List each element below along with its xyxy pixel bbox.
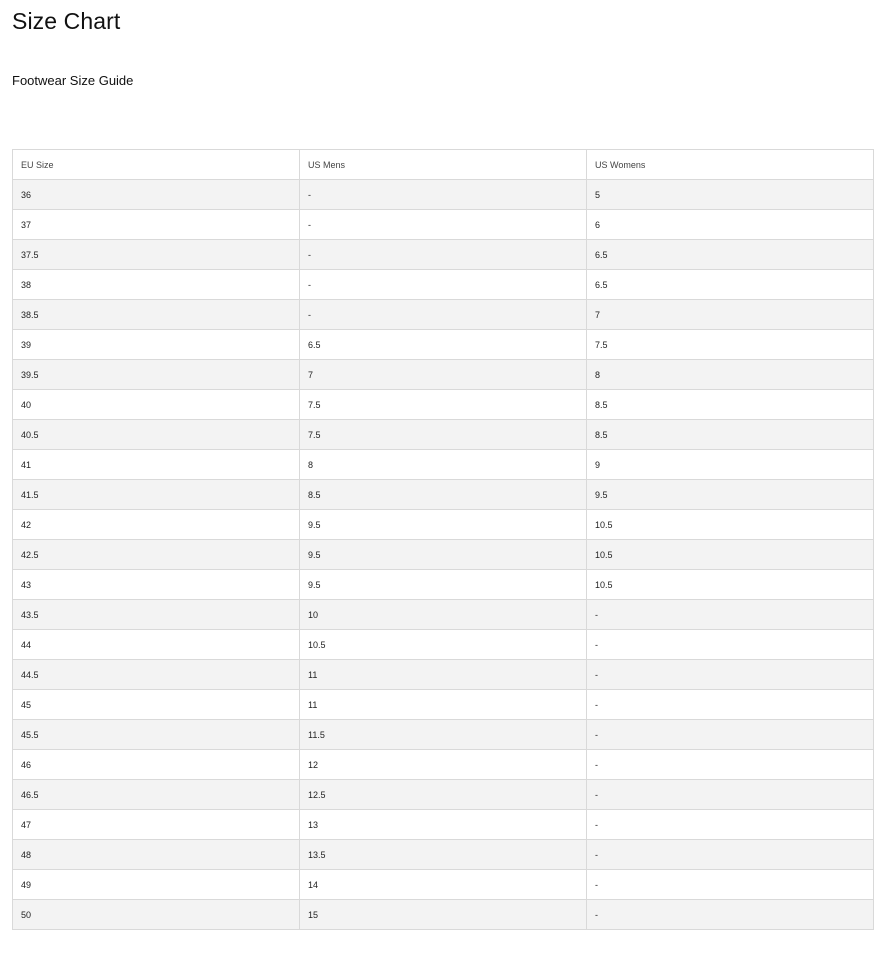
us-mens-cell: 14 (300, 870, 587, 900)
us-womens-cell: 8.5 (587, 390, 874, 420)
table-row (13, 900, 874, 930)
size-chart-body (13, 180, 874, 930)
us-womens-cell: - (587, 660, 874, 690)
us-womens-cell: 9 (587, 450, 874, 480)
eu-size-cell: 41.5 (13, 480, 300, 510)
size-chart-header (13, 150, 874, 180)
eu-size-cell: 46 (13, 750, 300, 780)
table-row (13, 570, 874, 600)
us-womens-cell: - (587, 780, 874, 810)
us-womens-cell: 8 (587, 360, 874, 390)
us-mens-cell: - (300, 240, 587, 270)
us-womens-cell: - (587, 870, 874, 900)
us-mens-cell: 11 (300, 660, 587, 690)
table-row (13, 840, 874, 870)
table-row (13, 720, 874, 750)
us-mens-cell: 11 (300, 690, 587, 720)
eu-size-cell: 44.5 (13, 660, 300, 690)
us-mens-cell: 15 (300, 900, 587, 930)
table-row (13, 240, 874, 270)
eu-size-cell: 42.5 (13, 540, 300, 570)
us-mens-cell: 8.5 (300, 480, 587, 510)
page-title: Size Chart (12, 8, 121, 34)
eu-size-cell: 39 (13, 330, 300, 360)
table-row (13, 690, 874, 720)
table-row (13, 360, 874, 390)
eu-size-cell: 43 (13, 570, 300, 600)
eu-size-cell: 45.5 (13, 720, 300, 750)
table-row (13, 660, 874, 690)
eu-size-cell: 50 (13, 900, 300, 930)
header-us-womens: US Womens (587, 150, 874, 180)
eu-size-cell: 48 (13, 840, 300, 870)
table-row (13, 540, 874, 570)
table-row (13, 780, 874, 810)
us-mens-cell: - (300, 210, 587, 240)
us-mens-cell: 7.5 (300, 390, 587, 420)
header-row (13, 150, 874, 180)
table-row (13, 480, 874, 510)
eu-size-cell: 47 (13, 810, 300, 840)
table-row (13, 180, 874, 210)
eu-size-cell: 37.5 (13, 240, 300, 270)
size-chart-table (12, 149, 874, 930)
table-row (13, 210, 874, 240)
eu-size-cell: 43.5 (13, 600, 300, 630)
us-mens-cell: - (300, 180, 587, 210)
us-womens-cell: 9.5 (587, 480, 874, 510)
eu-size-cell: 40 (13, 390, 300, 420)
eu-size-cell: 38 (13, 270, 300, 300)
us-womens-cell: 7.5 (587, 330, 874, 360)
table-row (13, 420, 874, 450)
eu-size-cell: 49 (13, 870, 300, 900)
table-row (13, 510, 874, 540)
table-row (13, 450, 874, 480)
eu-size-cell: 37 (13, 210, 300, 240)
table-row (13, 870, 874, 900)
eu-size-cell: 36 (13, 180, 300, 210)
us-womens-cell: 6.5 (587, 270, 874, 300)
us-mens-cell: - (300, 270, 587, 300)
us-womens-cell: 6 (587, 210, 874, 240)
us-womens-cell: - (587, 600, 874, 630)
us-womens-cell: - (587, 900, 874, 930)
us-mens-cell: 6.5 (300, 330, 587, 360)
table-row (13, 600, 874, 630)
eu-size-cell: 46.5 (13, 780, 300, 810)
us-womens-cell: - (587, 840, 874, 870)
us-mens-cell: 8 (300, 450, 587, 480)
eu-size-cell: 41 (13, 450, 300, 480)
us-mens-cell: - (300, 300, 587, 330)
us-womens-cell: 6.5 (587, 240, 874, 270)
us-womens-cell: - (587, 810, 874, 840)
us-womens-cell: 5 (587, 180, 874, 210)
us-mens-cell: 7.5 (300, 420, 587, 450)
eu-size-cell: 39.5 (13, 360, 300, 390)
us-mens-cell: 11.5 (300, 720, 587, 750)
us-mens-cell: 9.5 (300, 510, 587, 540)
us-womens-cell: - (587, 750, 874, 780)
us-womens-cell: - (587, 690, 874, 720)
eu-size-cell: 40.5 (13, 420, 300, 450)
us-mens-cell: 12 (300, 750, 587, 780)
us-mens-cell: 12.5 (300, 780, 587, 810)
table-row (13, 630, 874, 660)
us-mens-cell: 10 (300, 600, 587, 630)
eu-size-cell: 38.5 (13, 300, 300, 330)
size-guide-title: Footwear Size Guide (12, 73, 134, 88)
us-womens-cell: 10.5 (587, 510, 874, 540)
eu-size-cell: 45 (13, 690, 300, 720)
us-womens-cell: 8.5 (587, 420, 874, 450)
us-womens-cell: - (587, 720, 874, 750)
us-womens-cell: 10.5 (587, 540, 874, 570)
table-row (13, 330, 874, 360)
us-mens-cell: 10.5 (300, 630, 587, 660)
table-row (13, 300, 874, 330)
eu-size-cell: 42 (13, 510, 300, 540)
us-mens-cell: 13 (300, 810, 587, 840)
us-mens-cell: 7 (300, 360, 587, 390)
header-us-mens: US Mens (300, 150, 587, 180)
us-womens-cell: - (587, 630, 874, 660)
table-row (13, 750, 874, 780)
table-row (13, 390, 874, 420)
us-mens-cell: 9.5 (300, 540, 587, 570)
us-mens-cell: 9.5 (300, 570, 587, 600)
table-row (13, 810, 874, 840)
us-womens-cell: 10.5 (587, 570, 874, 600)
us-mens-cell: 13.5 (300, 840, 587, 870)
us-womens-cell: 7 (587, 300, 874, 330)
eu-size-cell: 44 (13, 630, 300, 660)
table-row (13, 270, 874, 300)
header-eu-size: EU Size (13, 150, 300, 180)
